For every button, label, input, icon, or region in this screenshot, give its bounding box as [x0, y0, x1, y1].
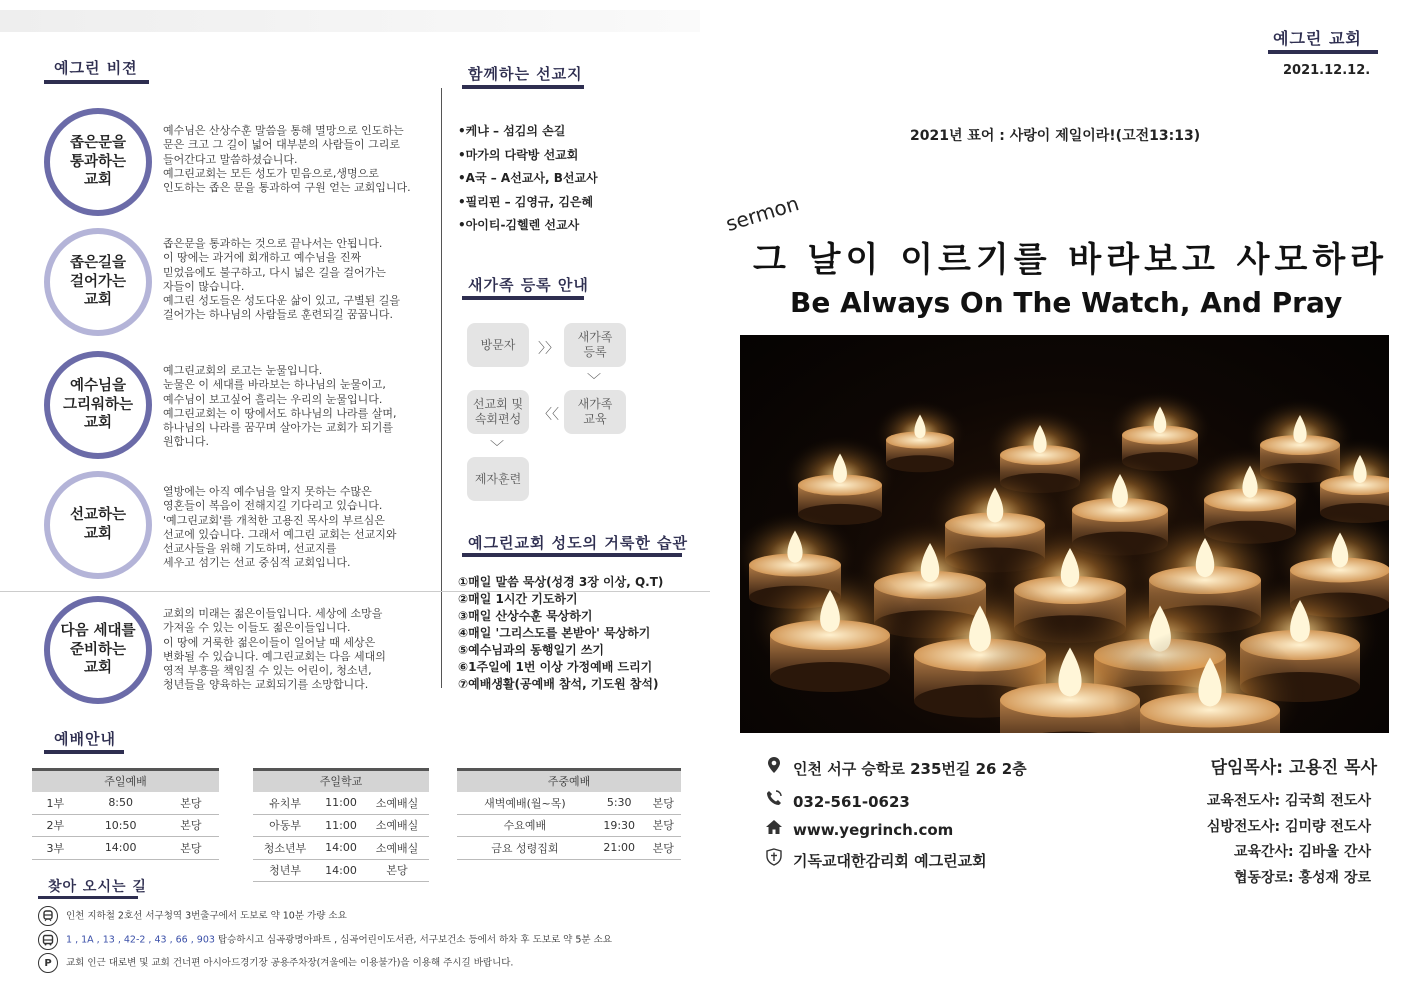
bus-icon [38, 930, 58, 950]
table-row [457, 837, 681, 860]
vision-circle: 좁은길을 걸어가는 교회 [44, 228, 152, 336]
table-row [32, 814, 219, 837]
table-cell: 19:30 [593, 814, 646, 837]
candle [746, 563, 914, 692]
vision-title: 예그린 비젼 [54, 59, 138, 77]
table-header: 주일학교 [253, 770, 429, 792]
table-cell: 소예배실 [365, 837, 429, 860]
sermon-title-korean: 그 날이 이르기를 바라보고 사모하라 [753, 240, 1389, 280]
missions-title: 함께하는 선교지 [468, 65, 583, 83]
step-register: 새가족 등록 [564, 323, 626, 367]
vision-circle: 다음 세대를 준비하는 교회 [44, 596, 152, 704]
bus-text: 탑승하시고 심곡광명아파트 , 심곡어린이도서관, 서구보건소 등에서 하차 후 도보로 약 5분 소요 [214, 934, 612, 946]
column-divider [441, 88, 442, 688]
arrow-down-icon: ﹀ [587, 373, 601, 389]
table-header: 주일예배 [32, 770, 219, 792]
table-cell: 소예배실 [365, 792, 429, 815]
vision-text: 좁은문을 통과하는 것으로 끝나서는 안됩니다. 이 땅에는 과거에 회개하고 예수님을 진짜 믿었음에도 불구하고, 다시 넓은 길을 걸어가는 자들이 많습니다. 예그린 성도들은 성도다운 삶이 있고, 구별된 길을 걸어가는 하나님의 사람들로 훈련되길 꿈꿉니다. [163, 237, 400, 322]
table-cell: 2부 [32, 814, 79, 837]
habit-item: ①매일 말씀 묵상(성경 3장 이상, Q.T) [458, 575, 664, 589]
table-cell: 금요 성령집회 [457, 837, 593, 860]
mission-item: •아이티-김헬렌 선교사 [458, 218, 580, 232]
directions-title-bar [38, 896, 138, 899]
table-row [253, 814, 429, 837]
mission-item: •A국 – A선교사, B선교사 [458, 171, 598, 185]
newfamily-title-bar [462, 296, 584, 300]
phone-text: 032-561-0623 [793, 793, 910, 811]
step-group: 선교회 및 속회편성 [467, 390, 529, 434]
habit-item: ②매일 1시간 기도하기 [458, 592, 578, 606]
denomination-line [763, 848, 987, 871]
missions-title-bar [462, 85, 584, 89]
table-row [457, 792, 681, 815]
table-row [253, 837, 429, 860]
vision-title-bar [44, 80, 149, 84]
directions-bus [38, 930, 612, 950]
directions-subway [38, 906, 347, 926]
table-cell: 본당 [646, 792, 681, 815]
table-cell: 본당 [163, 814, 219, 837]
table-row [32, 792, 219, 815]
address-line [763, 756, 1027, 779]
address-text: 인천 서구 승학로 235번길 26 2층 [793, 760, 1027, 778]
website-text[interactable]: www.yegrinch.com [793, 821, 954, 839]
arrow-left-icon: 〈〈 [538, 407, 559, 423]
worship-title: 예배안내 [54, 730, 116, 748]
church-shield-icon [763, 848, 785, 870]
school-service-table [253, 768, 429, 882]
subway-text: 인천 지하철 2호선 서구청역 3번출구에서 도보로 약 10분 가량 소요 [66, 910, 347, 922]
table-cell: 10:50 [79, 814, 163, 837]
vision-circle: 예수님을 그리워하는 교회 [44, 351, 152, 459]
table-cell: 본당 [365, 859, 429, 882]
table-cell: 아동부 [253, 814, 317, 837]
sermon-label: sermon [722, 191, 802, 236]
table-cell: 본당 [646, 814, 681, 837]
table-cell: 본당 [646, 837, 681, 860]
step-visitor: 방문자 [467, 323, 529, 367]
habits-list [458, 574, 663, 693]
table-cell: 5:30 [593, 792, 646, 815]
vision-text: 예수님은 산상수훈 말씀을 통해 멸망으로 인도하는 문은 크고 그 길이 넓어 대부분의 사람들이 그리로 들어간다고 말씀하셨습니다. 예그린교회는 모든 성도가 믿음으로,생명으로 인도하는 좁은 문을 통과하여 구원 얻는 교회입니다. [163, 124, 411, 195]
habits-title-bar [462, 553, 682, 557]
church-name: 예그린 교회 [1273, 29, 1362, 48]
staff-item: 교육간사: 김바울 간사 [1233, 844, 1371, 860]
table-cell: 본당 [163, 792, 219, 815]
table-cell: 청년부 [253, 859, 317, 882]
sunday-service-table [32, 768, 219, 860]
phone-line [763, 789, 910, 811]
vision-text: 교회의 미래는 젊은이들입니다. 세상에 소망을 가져올 수 있는 이들도 젊은이들입니다. 이 땅에 거룩한 젊은이들이 일어날 때 세상은 변화될 수 있습니다. 예그린교회는 다음 세대의 영적 부흥을 책임질 수 있는 어린이, 청소년, 청년들을 양육하는 교회되기를 소망합니다. [163, 607, 386, 692]
table-row [253, 859, 429, 882]
table-row [32, 837, 219, 860]
bus-numbers: 1 , 1A , 13 , 42-2 , 43 , 66 , 903 [66, 934, 215, 946]
vision-text: 열방에는 아직 예수님을 알지 못하는 수많은 영혼들이 복음이 전해지길 기다리고 있습니다. '예그린교회'를 개척한 고용진 목사의 부르심은 선교에 있습니다. 그래서 예그린 교회는 선교지와 선교사들을 위해 기도하며, 선교지를 세우고 섬기는 선교 중심적 교회입니다. [163, 485, 397, 570]
parking-icon: P [38, 953, 58, 973]
table-cell: 11:00 [317, 792, 365, 815]
table-cell: 수요예배 [457, 814, 593, 837]
table-cell: 14:00 [317, 859, 365, 882]
table-cell: 8:50 [79, 792, 163, 815]
church-name-bar [1268, 50, 1378, 54]
habit-item: ③매일 산상수훈 묵상하기 [458, 609, 593, 623]
table-cell: 본당 [163, 837, 219, 860]
mission-item: •필리핀 – 김영규, 김은혜 [458, 194, 594, 209]
table-cell: 청소년부 [253, 837, 317, 860]
table-cell: 새벽예배(월~목) [457, 792, 593, 815]
table-cell: 유치부 [253, 792, 317, 815]
top-band [0, 10, 700, 32]
vision-circle: 선교하는 교회 [44, 471, 152, 579]
sermon-title-english: Be Always On The Watch, And Pray [790, 286, 1343, 319]
worship-title-bar [44, 750, 124, 754]
table-cell: 1부 [32, 792, 79, 815]
weekday-service-table [457, 768, 681, 860]
denomination-text: 기독교대한감리회 예그린교회 [793, 852, 987, 870]
map-pin-icon [763, 756, 785, 778]
table-header: 주중예배 [457, 770, 681, 792]
habits-title: 예그린교회 성도의 거룩한 습관 [468, 534, 689, 552]
table-cell: 소예배실 [365, 814, 429, 837]
staff-item: 교육전도사: 김국희 전도사 [1206, 793, 1371, 809]
staff-item: 협동장로: 홍성재 장로 [1233, 869, 1371, 886]
home-icon [763, 819, 785, 839]
table-cell: 14:00 [79, 837, 163, 860]
habit-item: ⑤예수님과의 동행일기 쓰기 [458, 643, 605, 657]
candles-photo [740, 335, 1389, 733]
arrow-down-icon: ﹀ [490, 440, 504, 456]
table-cell: 21:00 [593, 837, 646, 860]
mission-item: •마가의 다락방 선교회 [458, 147, 579, 162]
staff-list [1207, 789, 1371, 891]
subway-icon [38, 906, 58, 926]
habit-item: ⑦예배생활(공예배 참석, 기도원 참석) [458, 677, 659, 691]
habit-item: ④매일 '그리스도를 본받아' 묵상하기 [458, 626, 651, 640]
table-row [457, 814, 681, 837]
directions-parking [38, 953, 513, 973]
missions-list [458, 122, 598, 240]
table-cell: 14:00 [317, 837, 365, 860]
step-education: 새가족 교육 [564, 390, 626, 434]
arrow-right-icon: 〉〉 [538, 341, 559, 357]
bulletin-date: 2021.12.12. [1283, 63, 1371, 78]
table-cell: 3부 [32, 837, 79, 860]
newfamily-title: 새가족 등록 안내 [468, 276, 589, 294]
habit-item: ⑥1주일에 1번 이상 가정예배 드리기 [458, 660, 653, 674]
senior-pastor: 담임목사: 고용진 목사 [1210, 758, 1377, 778]
vision-text: 예그린교회의 로고는 눈물입니다. 눈물은 이 세대를 바라보는 하나님의 눈물이고, 예수님이 보고싶어 흘리는 우리의 눈물입니다. 예그린교회는 이 땅에서도 하나님의 나라를 살며, 하나님의 나라를 꿈꾸며 살아가는 교회가 되기를 원합니다. [163, 364, 397, 449]
website-line [763, 819, 953, 839]
staff-item: 심방전도사: 김미량 전도사 [1206, 818, 1371, 835]
directions-title: 찾아 오시는 길 [48, 879, 147, 895]
parking-text: 교회 인근 대로변 및 교회 건너편 아시아드경기장 공용주차장(겨울에는 이용불가)을 이용해 주시길 바랍니다. [66, 957, 514, 969]
mission-item: •케냐 – 섬김의 손길 [458, 124, 566, 138]
vision-circle: 좁은문을 통과하는 교회 [44, 108, 152, 216]
table-cell: 11:00 [317, 814, 365, 837]
table-row [253, 792, 429, 815]
step-discipleship: 제자훈련 [467, 457, 529, 501]
phone-icon [763, 789, 785, 811]
year-motto: 2021년 표어 : 사랑이 제일이라!(고전13:13) [910, 128, 1201, 144]
